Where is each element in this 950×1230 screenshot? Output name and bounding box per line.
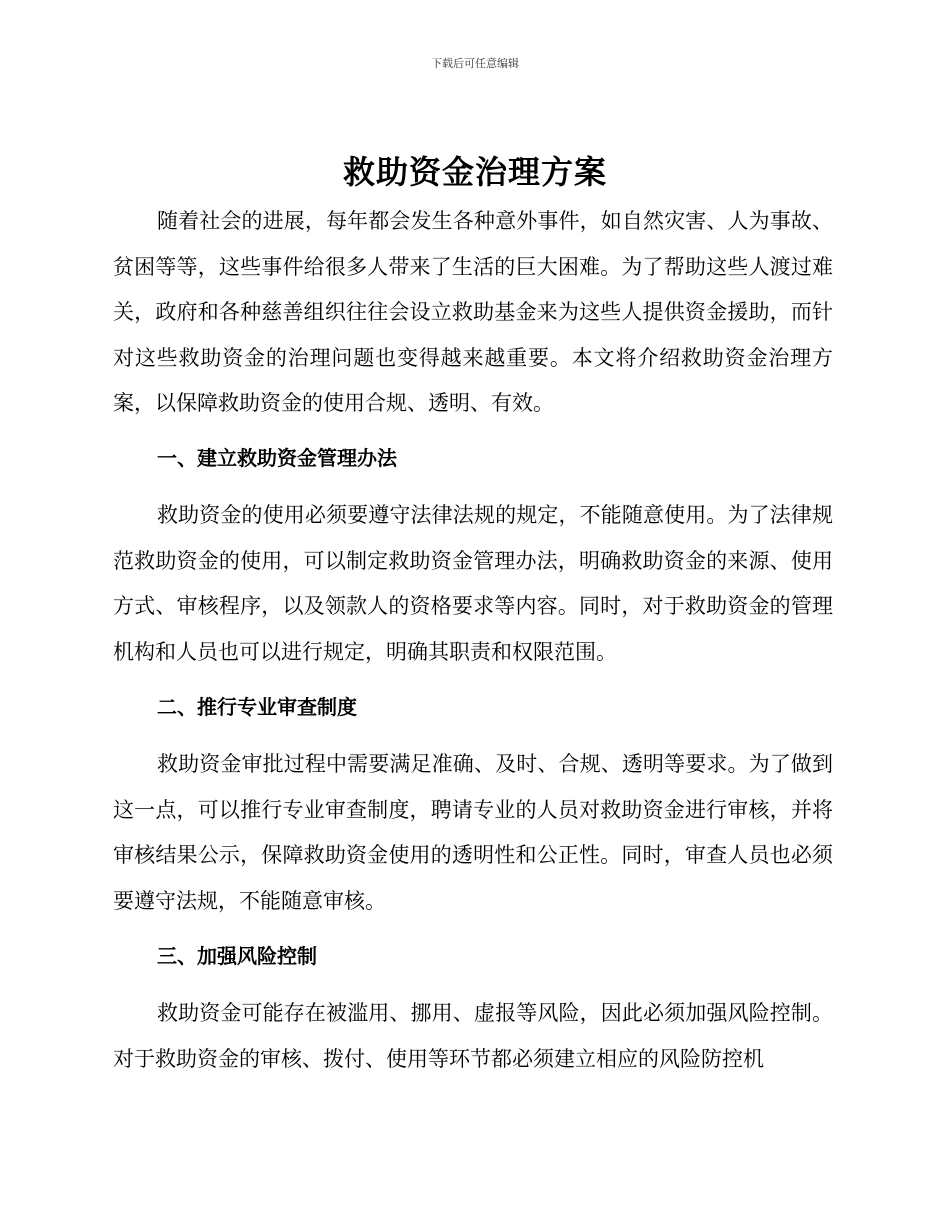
header-note: 下载后可任意编辑	[431, 57, 519, 70]
intro-block	[113, 199, 833, 427]
section-paragraph: 救助资金的使用必须要遵守法律法规的规定，不能随意使用。为了法律规范救助资金的使用，可以制定救助资金管理办法，明确救助资金的来源、使用方式、审核程序，以及领款人的资格要求等内容。同时，对于救助资金的管理机构和人员也可以进行规定，明确其职责和权限范围。	[113, 503, 833, 664]
section-paragraph: 救助资金审批过程中需要满足准确、及时、合规、透明等要求。为了做到这一点，可以推行专业审查制度，聘请专业的人员对救助资金进行审核，并将审核结果公示，保障救助资金使用的透明性和公正性。同时，审查人员也必须要遵守法规，不能随意审核。	[113, 752, 833, 913]
section-1-body-block	[113, 493, 833, 675]
section-3-body-block	[113, 991, 833, 1082]
section-paragraph: 救助资金可能存在被滥用、挪用、虚报等风险，因此必须加强风险控制。对于救助资金的审核、拨付、使用等环节都必须建立相应的风险防控机	[113, 1001, 833, 1071]
section-1-heading-block	[113, 436, 833, 481]
section-heading: 二、推行专业审查制度	[157, 695, 357, 719]
section-3-heading-block	[113, 934, 833, 979]
section-2-heading-block	[113, 685, 833, 730]
section-heading: 三、加强风险控制	[157, 944, 317, 968]
document-title: 救助资金治理方案	[342, 153, 607, 191]
section-heading: 一、建立救助资金管理办法	[157, 446, 397, 470]
section-2-body-block	[113, 742, 833, 924]
intro-paragraph: 随着社会的进展，每年都会发生各种意外事件，如自然灾害、人为事故、贫困等等，这些事件给很多人带来了生活的巨大困难。为了帮助这些人渡过难关，政府和各种慈善组织往往会设立救助基金来为这些人提供资金援助，而针对这些救助资金的治理问题也变得越来越重要。本文将介绍救助资金治理方案，以保障救助资金的使用合规、透明、有效。	[113, 209, 833, 415]
